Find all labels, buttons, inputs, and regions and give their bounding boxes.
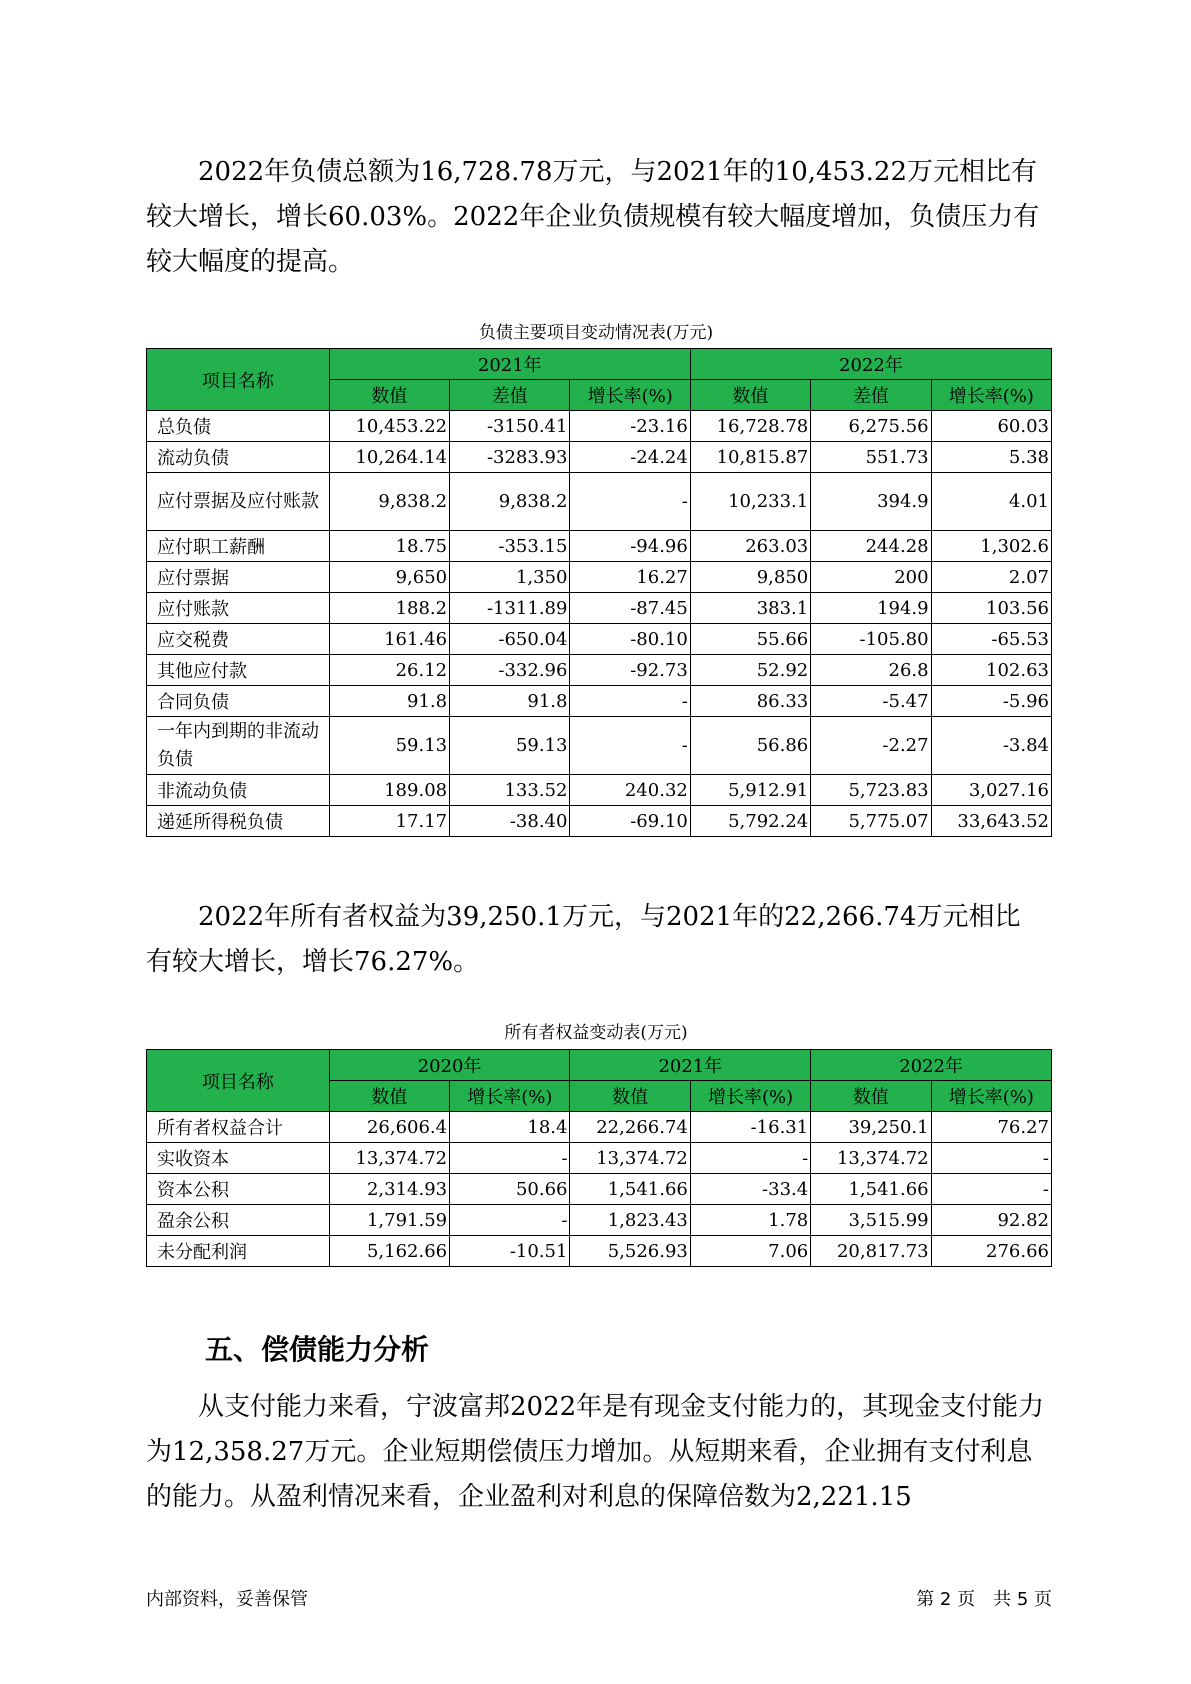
- table-cell: 60.03: [931, 411, 1051, 442]
- table-cell: -80.10: [570, 624, 690, 655]
- paragraph-equity: 2022年所有者权益为39,250.1万元，与2021年的22,266.74万元相比有较大增长，增长76.27%。: [146, 902, 1021, 977]
- header-year: 2021年: [329, 349, 690, 380]
- table-cell: -3150.41: [450, 411, 570, 442]
- table-row: [147, 1236, 1052, 1267]
- table-cell: 86.33: [690, 686, 810, 717]
- table-cell: -92.73: [570, 655, 690, 686]
- row-label: 一年内到期的非流动负债: [147, 717, 330, 775]
- subheader: 数值: [690, 380, 810, 411]
- subheader: 数值: [811, 1081, 931, 1112]
- table-cell: 76.27: [931, 1112, 1051, 1143]
- table-cell: 52.92: [690, 655, 810, 686]
- paragraph-solvency: 从支付能力来看，宁波富邦2022年是有现金支付能力的，其现金支付能力为12,358.27万元。企业短期偿债压力增加。从短期来看，企业拥有支付利息的能力。从盈利情况来看，企业盈利对利息的保障倍数为2,221.15: [146, 1392, 1045, 1512]
- row-label: 非流动负债: [147, 775, 330, 806]
- subheader: 数值: [329, 1081, 449, 1112]
- header-year: 2020年: [329, 1050, 570, 1081]
- table-cell: 1,302.6: [931, 531, 1051, 562]
- row-label: 其他应付款: [147, 655, 330, 686]
- table-cell: 50.66: [450, 1174, 570, 1205]
- table-cell: 5,526.93: [570, 1236, 690, 1267]
- table-cell: -3283.93: [450, 442, 570, 473]
- table-cell: -: [450, 1143, 570, 1174]
- table-cell: 91.8: [329, 686, 449, 717]
- table-cell: 1,791.59: [329, 1205, 449, 1236]
- table-cell: 383.1: [690, 593, 810, 624]
- table-cell: 9,650: [329, 562, 449, 593]
- table2-caption: 所有者权益变动表(万元): [504, 1023, 688, 1043]
- table-cell: -650.04: [450, 624, 570, 655]
- table-cell: 189.08: [329, 775, 449, 806]
- table-cell: 18.75: [329, 531, 449, 562]
- header-year: 2022年: [811, 1050, 1052, 1081]
- table-cell: -2.27: [811, 717, 931, 775]
- table-cell: 39,250.1: [811, 1112, 931, 1143]
- table-cell: 16,728.78: [690, 411, 810, 442]
- table-cell: 5,162.66: [329, 1236, 449, 1267]
- table-row: [147, 411, 1052, 442]
- table-cell: 133.52: [450, 775, 570, 806]
- row-label: 总负债: [147, 411, 330, 442]
- row-label: 应付职工薪酬: [147, 531, 330, 562]
- table-row: [147, 1112, 1052, 1143]
- table-cell: -: [570, 686, 690, 717]
- table-cell: 22,266.74: [570, 1112, 690, 1143]
- header-item-name: 项目名称: [147, 1050, 330, 1112]
- table-cell: 2,314.93: [329, 1174, 449, 1205]
- table-cell: 59.13: [450, 717, 570, 775]
- table-cell: -5.96: [931, 686, 1051, 717]
- table-cell: 55.66: [690, 624, 810, 655]
- table-cell: 20,817.73: [811, 1236, 931, 1267]
- table-cell: -: [570, 473, 690, 531]
- table-cell: -5.47: [811, 686, 931, 717]
- table-cell: 17.17: [329, 806, 449, 837]
- row-label: 应交税费: [147, 624, 330, 655]
- row-label: 流动负债: [147, 442, 330, 473]
- table-cell: 1,541.66: [570, 1174, 690, 1205]
- table-cell: 394.9: [811, 473, 931, 531]
- table-cell: 16.27: [570, 562, 690, 593]
- subheader: 数值: [570, 1081, 690, 1112]
- table-cell: -1311.89: [450, 593, 570, 624]
- table-cell: -69.10: [570, 806, 690, 837]
- table-row: [147, 655, 1052, 686]
- table-row: [147, 531, 1052, 562]
- table-cell: 1,541.66: [811, 1174, 931, 1205]
- subheader: 增长率(%): [690, 1081, 810, 1112]
- subheader: 增长率(%): [570, 380, 690, 411]
- row-label: 盈余公积: [147, 1205, 330, 1236]
- table-cell: 33,643.52: [931, 806, 1051, 837]
- table-cell: 13,374.72: [570, 1143, 690, 1174]
- table-cell: 26.12: [329, 655, 449, 686]
- subheader: 数值: [329, 380, 449, 411]
- table-row: [147, 775, 1052, 806]
- table-cell: -: [450, 1205, 570, 1236]
- table-cell: 9,850: [690, 562, 810, 593]
- table-cell: 26,606.4: [329, 1112, 449, 1143]
- table-cell: 13,374.72: [329, 1143, 449, 1174]
- table-cell: -23.16: [570, 411, 690, 442]
- equity-table: [146, 1049, 1052, 1267]
- header-year: 2021年: [570, 1050, 811, 1081]
- table-cell: 7.06: [690, 1236, 810, 1267]
- table-cell: 56.86: [690, 717, 810, 775]
- table-cell: -: [931, 1143, 1051, 1174]
- table-cell: -65.53: [931, 624, 1051, 655]
- section-heading: 五、偿债能力分析: [205, 1333, 430, 1366]
- table-row: [147, 717, 1052, 775]
- liabilities-table: [146, 348, 1052, 837]
- table-cell: -105.80: [811, 624, 931, 655]
- footer-page-number: 第 2 页 共 5 页: [916, 1589, 1052, 1610]
- subheader: 增长率(%): [450, 1081, 570, 1112]
- table-cell: 3,027.16: [931, 775, 1051, 806]
- subheader: 增长率(%): [931, 380, 1051, 411]
- table-cell: 5,775.07: [811, 806, 931, 837]
- table-cell: 244.28: [811, 531, 931, 562]
- table-cell: -87.45: [570, 593, 690, 624]
- table1-caption: 负债主要项目变动情况表(万元): [478, 323, 714, 343]
- table-cell: -: [931, 1174, 1051, 1205]
- table-row: [147, 442, 1052, 473]
- table-cell: 200: [811, 562, 931, 593]
- table-cell: 276.66: [931, 1236, 1051, 1267]
- table-cell: 188.2: [329, 593, 449, 624]
- table-cell: 4.01: [931, 473, 1051, 531]
- subheader: 增长率(%): [931, 1081, 1051, 1112]
- table-cell: -: [570, 717, 690, 775]
- table-cell: 6,275.56: [811, 411, 931, 442]
- table-cell: -38.40: [450, 806, 570, 837]
- table-row: [147, 1174, 1052, 1205]
- table-cell: 1.78: [690, 1205, 810, 1236]
- table-cell: -24.24: [570, 442, 690, 473]
- table-cell: 59.13: [329, 717, 449, 775]
- header-item-name: 项目名称: [147, 349, 330, 411]
- table-cell: 91.8: [450, 686, 570, 717]
- row-label: 所有者权益合计: [147, 1112, 330, 1143]
- table-cell: 18.4: [450, 1112, 570, 1143]
- table-cell: 13,374.72: [811, 1143, 931, 1174]
- table-cell: 5,723.83: [811, 775, 931, 806]
- table-row: [147, 1205, 1052, 1236]
- table-cell: 5,792.24: [690, 806, 810, 837]
- table-row: [147, 562, 1052, 593]
- header-year: 2022年: [690, 349, 1051, 380]
- table-cell: 1,350: [450, 562, 570, 593]
- table-cell: 10,233.1: [690, 473, 810, 531]
- table-row: [147, 806, 1052, 837]
- row-label: 应付票据: [147, 562, 330, 593]
- table-cell: 92.82: [931, 1205, 1051, 1236]
- row-label: 递延所得税负债: [147, 806, 330, 837]
- table-cell: 9,838.2: [450, 473, 570, 531]
- table-cell: 551.73: [811, 442, 931, 473]
- table-row: [147, 1143, 1052, 1174]
- table-cell: -94.96: [570, 531, 690, 562]
- row-label: 应付账款: [147, 593, 330, 624]
- table-cell: 263.03: [690, 531, 810, 562]
- table-cell: -33.4: [690, 1174, 810, 1205]
- table-cell: 10,815.87: [690, 442, 810, 473]
- footer-confidential: 内部资料，妥善保管: [146, 1589, 308, 1610]
- row-label: 合同负债: [147, 686, 330, 717]
- table-cell: 1,823.43: [570, 1205, 690, 1236]
- table-cell: 10,264.14: [329, 442, 449, 473]
- table-cell: -: [690, 1143, 810, 1174]
- row-label: 实收资本: [147, 1143, 330, 1174]
- table-cell: 194.9: [811, 593, 931, 624]
- subheader: 差值: [450, 380, 570, 411]
- table-cell: -16.31: [690, 1112, 810, 1143]
- table-cell: 240.32: [570, 775, 690, 806]
- table-row: [147, 593, 1052, 624]
- table-row: [147, 473, 1052, 531]
- paragraph-liabilities: 2022年负债总额为16,728.78万元，与2021年的10,453.22万元相比有较大增长，增长60.03%。2022年企业负债规模有较大幅度增加，负债压力有较大幅度的提高。: [146, 157, 1040, 277]
- table-cell: 3,515.99: [811, 1205, 931, 1236]
- table-cell: 5,912.91: [690, 775, 810, 806]
- table-cell: 5.38: [931, 442, 1051, 473]
- table-cell: 9,838.2: [329, 473, 449, 531]
- table-cell: 103.56: [931, 593, 1051, 624]
- table-cell: 26.8: [811, 655, 931, 686]
- subheader: 差值: [811, 380, 931, 411]
- row-label: 资本公积: [147, 1174, 330, 1205]
- table-cell: 10,453.22: [329, 411, 449, 442]
- table-row: [147, 624, 1052, 655]
- row-label: 应付票据及应付账款: [147, 473, 330, 531]
- table-cell: -10.51: [450, 1236, 570, 1267]
- table-cell: -3.84: [931, 717, 1051, 775]
- table-cell: 102.63: [931, 655, 1051, 686]
- table-cell: 161.46: [329, 624, 449, 655]
- row-label: 未分配利润: [147, 1236, 330, 1267]
- table-cell: -353.15: [450, 531, 570, 562]
- table-cell: -332.96: [450, 655, 570, 686]
- table-row: [147, 686, 1052, 717]
- table-cell: 2.07: [931, 562, 1051, 593]
